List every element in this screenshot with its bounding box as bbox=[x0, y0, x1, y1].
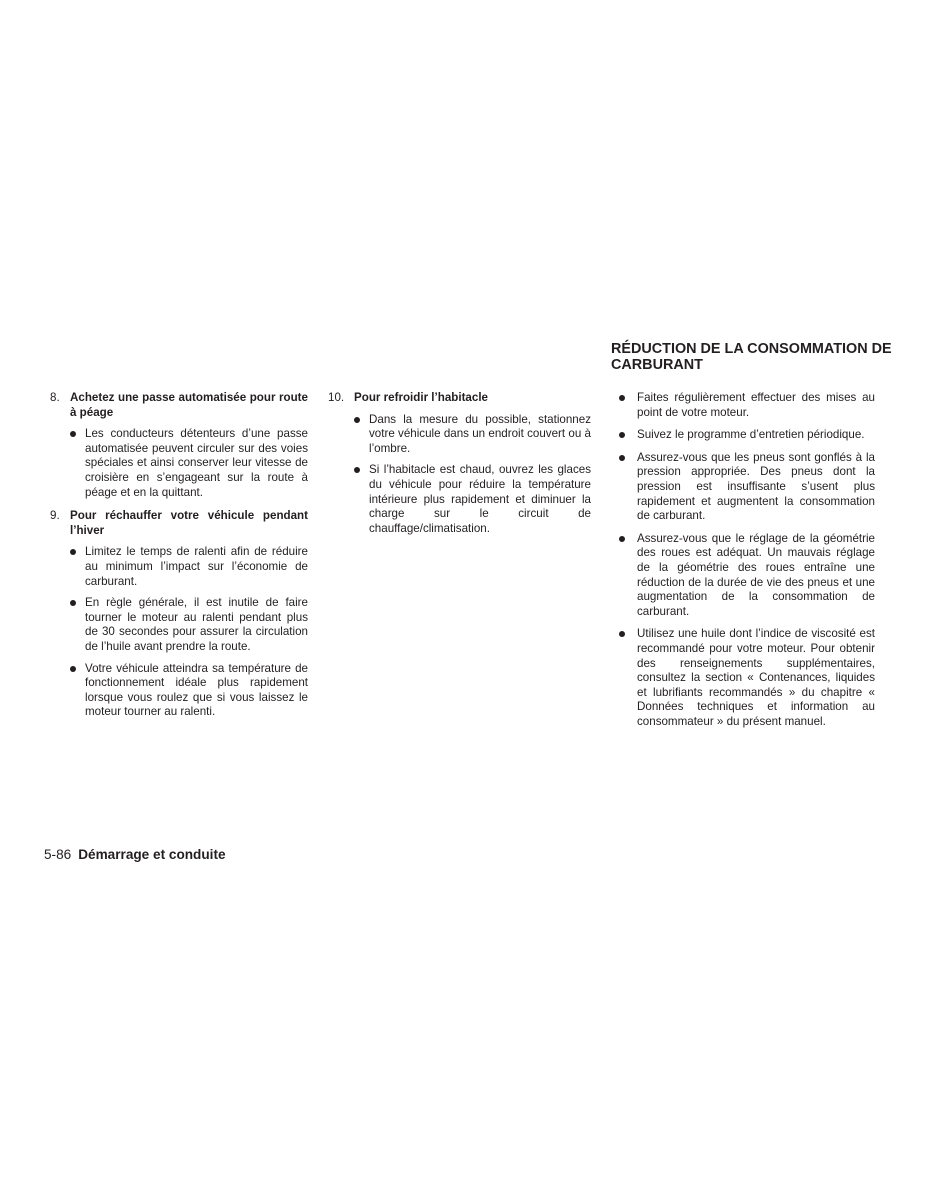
bullet-item bbox=[619, 391, 875, 420]
bullet-item bbox=[70, 662, 308, 720]
bullet-icon bbox=[619, 432, 625, 438]
bullet-item bbox=[619, 451, 875, 524]
bullet-text: Suivez le programme d’entretien périodique. bbox=[637, 428, 865, 442]
list-item bbox=[328, 391, 591, 536]
bullet-item bbox=[619, 532, 875, 620]
item-number: 8. bbox=[50, 391, 60, 404]
bullet-icon bbox=[619, 395, 625, 401]
bullet-icon bbox=[619, 631, 625, 637]
item-heading: Achetez une passe automatisée pour route à péage bbox=[70, 391, 308, 419]
bullet-text: Votre véhicule atteindra sa température de fonctionnement idéale plus rapidement lorsque vous roulez que si vous laissez le moteur tourner au ralenti. bbox=[85, 661, 308, 719]
bullet-text: Les conducteurs détenteurs d’une passe automatisée peuvent circuler sur des voies spéciales et ainsi conserver leur vitesse de croisière en s’engageant sur la route à péage et en la quittant. bbox=[85, 427, 308, 499]
bullet-icon bbox=[354, 417, 360, 423]
left-column bbox=[50, 391, 308, 729]
bullet-item bbox=[619, 627, 875, 729]
bullet-icon bbox=[354, 467, 360, 473]
bullet-text: Assurez-vous que les pneus sont gonflés à la pression appropriée. Des pneus dont la pression est insuffisante s’usent plus rapidement et augmentent la consommation de carburant. bbox=[637, 450, 875, 523]
right-column bbox=[611, 391, 875, 737]
bullet-icon bbox=[70, 600, 76, 606]
bullet-text: Faites régulièrement effectuer des mises au point de votre moteur. bbox=[637, 391, 875, 419]
bullet-icon bbox=[70, 666, 76, 672]
bullet-text: Assurez-vous que le réglage de la géométrie des roues est adéquat. Un mauvais réglage de la géométrie des roues entraîne une réduction de la durée de vie des pneus et une augmentation de la consommation de carburant. bbox=[637, 531, 875, 618]
bullet-text: Utilisez une huile dont l’indice de viscosité est recommandé pour votre moteur. Pour obtenir des renseignements supplémentaires, consultez la section « Contenances, liquides et lubrifiants recommandés » du chapitre « Données techniques et information au consommateur » du présent manuel. bbox=[637, 627, 875, 728]
list-item bbox=[50, 391, 308, 500]
list-item bbox=[50, 509, 308, 720]
item-heading: Pour refroidir l’habitacle bbox=[354, 391, 489, 404]
item-number: 9. bbox=[50, 509, 60, 523]
bullet-item bbox=[70, 596, 308, 654]
bullet-text: En règle générale, il est inutile de faire tourner le moteur au ralenti pendant plus de 30 secondes pour assurer la circulation de l’huile avant prendre la route. bbox=[85, 596, 308, 653]
bullet-item bbox=[70, 427, 308, 500]
bullet-item bbox=[70, 545, 308, 589]
bullet-text: Limitez le temps de ralenti afin de réduire au minimum l’impact sur l’économie de carburant. bbox=[85, 545, 308, 588]
page-number: 5-86 bbox=[44, 847, 72, 862]
bullet-icon bbox=[619, 536, 625, 542]
chapter-title: Démarrage et conduite bbox=[78, 847, 226, 862]
bullet-text: Si l’habitacle est chaud, ouvrez les glaces du véhicule pour réduire la température intérieure plus rapidement et diminuer la charge sur le circuit de chauffage/climatisation. bbox=[369, 463, 591, 535]
page-footer bbox=[44, 847, 226, 863]
section-title: RÉDUCTION DE LA CONSOMMATION DE CARBURANT bbox=[611, 341, 892, 374]
bullet-item bbox=[354, 413, 591, 457]
bullet-icon bbox=[70, 431, 76, 437]
item-heading: Pour réchauffer votre véhicule pendant l’hiver bbox=[70, 509, 308, 537]
item-number: 10. bbox=[328, 391, 345, 404]
bullet-icon bbox=[619, 455, 625, 461]
middle-column bbox=[328, 391, 591, 545]
bullet-icon bbox=[70, 549, 76, 555]
bullet-text: Dans la mesure du possible, stationnez votre véhicule dans un endroit couvert ou à l’ombre. bbox=[369, 412, 591, 455]
bullet-item bbox=[354, 463, 591, 536]
bullet-item bbox=[619, 428, 875, 443]
